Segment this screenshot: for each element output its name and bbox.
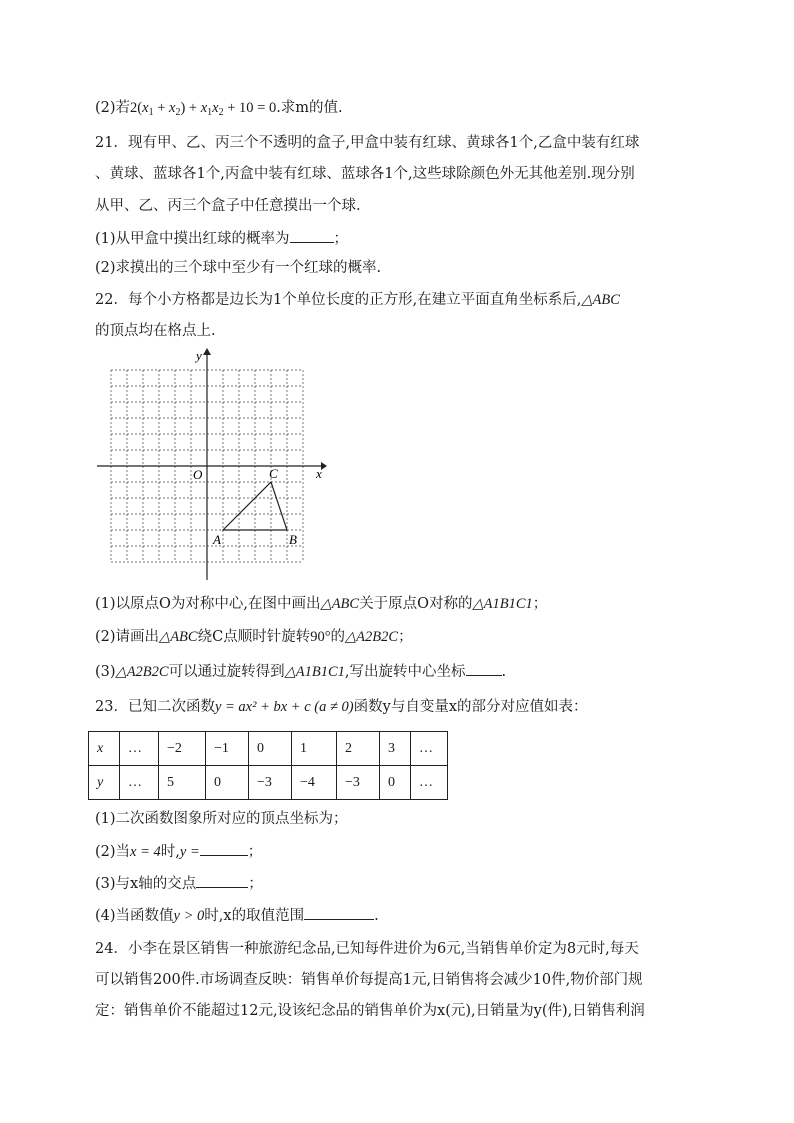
point-c-label: C [269, 466, 278, 481]
q22-part2-end: ； [398, 629, 413, 645]
q21-line2: 、黄球、蓝球各1个,丙盒中装有红球、蓝球各1个,这些球除颜色外无其他差别.现分别 [95, 166, 635, 182]
q23-part2-a: (2)当 [95, 844, 131, 860]
y-axis-label: y [196, 348, 202, 363]
q23-part4-a: (4)当函数值 [95, 908, 174, 924]
q23-line-b: 函数y与自变量x的部分对应值如表： [353, 699, 588, 715]
q20-part2-prefix: (2)若 [95, 100, 131, 116]
table-cell-x-7: 3 [380, 732, 411, 766]
q22-part1-end: ； [532, 596, 548, 612]
value-table [88, 731, 448, 800]
table-cell-y-1: … [120, 766, 159, 800]
q23-part2-c: 时, [160, 844, 180, 860]
q21-part1-text: (1)从甲盒中摸出红球的概率为 [95, 231, 290, 247]
q20-x2: x [169, 100, 176, 116]
q23-line [95, 697, 588, 717]
q24-line2: 可以销售200件.市场调查反映：销售单价每提高1元,日销售将会减少10件,物价部门规 [95, 972, 643, 988]
table-cell-x-1: … [120, 732, 159, 766]
point-b-label: B [289, 532, 297, 547]
q22-part2-d: 90° [310, 629, 331, 645]
table-cell-y-0: y [89, 766, 120, 800]
q23-part2-b: x = 4 [130, 844, 161, 860]
origin-label: O [193, 467, 203, 482]
q22-part1 [95, 594, 547, 614]
x-axis-label: x [316, 466, 322, 481]
q23-part3-a: (3)与x轴的交点 [95, 876, 197, 892]
q21-part1 [95, 228, 348, 249]
table-row-y [89, 766, 448, 800]
q20-x1: x [142, 100, 149, 116]
table-cell-x-2: −2 [159, 732, 206, 766]
q21-line1: 21．现有甲、乙、丙三个不透明的盒子,甲盒中装有红球、黄球各1个,乙盒中装有红球 [95, 135, 640, 151]
q20-sub1: 1 [148, 107, 154, 118]
q23-part2-blank [200, 841, 248, 856]
q22-line1 [95, 290, 620, 310]
q24-line3: 定：销售单价不能超过12元,设该纪念品的销售单价为x(元),日销量为y(件),日销售利润 [95, 1003, 645, 1019]
q24-line1: 24．小李在景区销售一种旅游纪念品,已知每件进价为6元,当销售单价定为8元时,每天 [95, 941, 639, 957]
table-cell-y-3: 0 [206, 766, 249, 800]
q22-part3-c: 可以通过旋转得到 [168, 664, 285, 680]
table-cell-x-6: 2 [337, 732, 380, 766]
q22-part2-f: △A2B2C [345, 629, 399, 645]
table-row-x [89, 732, 448, 766]
q21-part2: (2)求摸出的三个球中至少有一个红球的概率. [95, 260, 382, 276]
q22-triangle-label: △ABC [581, 292, 620, 308]
q22-part3-a: (3) [95, 664, 116, 680]
q22-part2 [95, 627, 413, 647]
q20-const: + 10 = 0 [227, 100, 277, 116]
q23-part2 [95, 841, 262, 862]
q20-part2-suffix: .求m的值. [276, 100, 343, 116]
q22-part1-a: (1)以原点O为对称中心,在图中画出 [95, 596, 321, 612]
q22-part2-a: (2)请画出 [95, 629, 160, 645]
q23-part3-end: ； [248, 876, 263, 892]
table-cell-y-2: 5 [159, 766, 206, 800]
y-axis-arrow-icon [203, 348, 211, 355]
table-cell-y-4: −3 [249, 766, 292, 800]
q22-line2: 的顶点均在格点上. [95, 323, 216, 339]
coordinate-grid-figure [95, 346, 327, 582]
q22-line1-text: 22．每个小方格都是边长为1个单位长度的正方形,在建立平面直角坐标系后, [95, 292, 582, 308]
q23-line-a: 23．已知二次函数 [95, 699, 215, 715]
q23-part2-d: y = [179, 844, 200, 860]
q22-part3-end: . [501, 664, 507, 680]
q22-part3-b: △A2B2C [115, 664, 169, 680]
q21-part1-blank [290, 228, 334, 243]
table-cell-x-5: 1 [292, 732, 337, 766]
q20-equation: $2(x_1 + x_2) + x_1x_2 + 10 = 0$ [130, 100, 277, 118]
q23-part4-c: 时,x的取值范围 [204, 908, 305, 924]
q23-part1: (1)二次函数图象所对应的顶点坐标为； [95, 811, 348, 827]
q22-part1-c: 关于原点O对称的 [359, 596, 473, 612]
q23-part4-b: y > 0 [173, 908, 205, 924]
q23-part4 [95, 905, 379, 926]
q23-part3-blank [196, 873, 248, 888]
table-cell-y-6: −3 [337, 766, 380, 800]
q22-part2-e: 的 [330, 629, 346, 645]
table-cell-y-7: 0 [380, 766, 411, 800]
x-axis-arrow-icon [321, 462, 327, 470]
table-cell-x-0: x [89, 732, 120, 766]
table-cell-x-8: … [411, 732, 448, 766]
q20-sub2: 2 [175, 107, 181, 118]
table-cell-x-4: 0 [249, 732, 292, 766]
q22-part3-blank [466, 661, 502, 676]
table-cell-y-5: −4 [292, 766, 337, 800]
q23-function: y = ax² + bx + c (a ≠ 0) [214, 699, 354, 715]
q20-coef: 2 [130, 100, 138, 116]
q21-line3: 从甲、乙、丙三个盒子中任意摸出一个球. [95, 198, 361, 214]
q22-part2-c: 绕C点顺时针旋转 [197, 629, 311, 645]
table-cell-y-8: … [411, 766, 448, 800]
q22-part3 [95, 661, 506, 682]
point-a-label: A [213, 532, 221, 547]
q22-part1-d: △A1B1C1 [472, 596, 533, 612]
q22-part2-b: △ABC [159, 629, 198, 645]
q22-part3-e: ,写出旋转中心坐标 [344, 664, 466, 680]
q23-part4-end: . [374, 908, 379, 924]
q23-part3 [95, 873, 263, 894]
table-cell-x-3: −1 [206, 732, 249, 766]
q23-part4-blank [304, 905, 374, 920]
q23-part2-end: ； [247, 844, 263, 860]
q22-part1-b: △ABC [320, 596, 360, 612]
q21-part1-end: ； [333, 231, 349, 247]
q20-part2 [95, 98, 343, 123]
q20-plus: + [157, 100, 166, 116]
q22-part3-d: △A1B1C1 [284, 664, 345, 680]
